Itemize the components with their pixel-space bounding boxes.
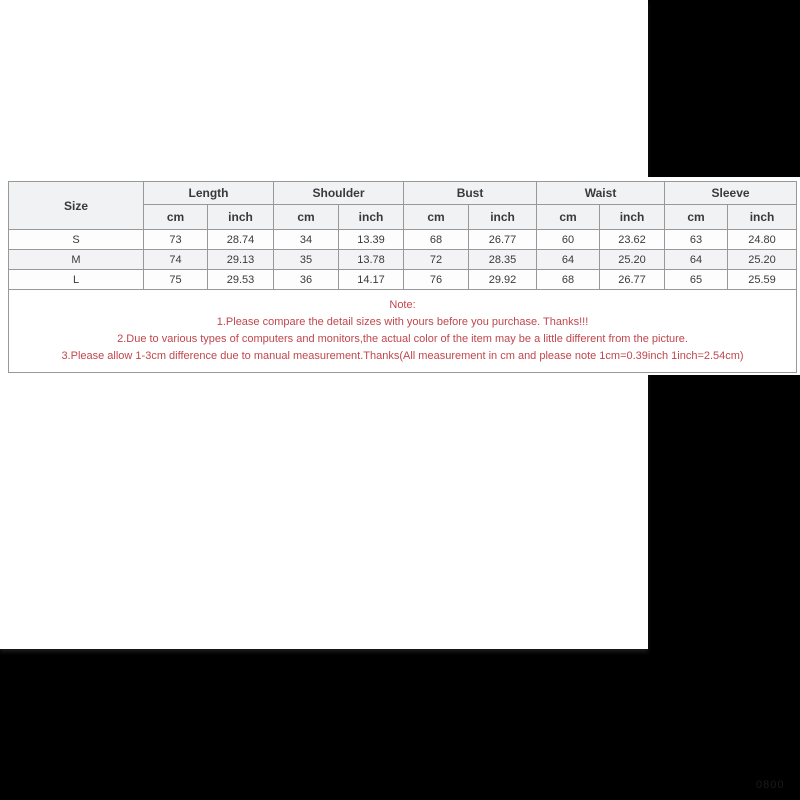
note-line-3: 3.Please allow 1-3cm difference due to manual measurement.Thanks(All measurement in cm and please note 1cm=0.39inch 1inch=2.54cm)	[61, 350, 744, 362]
note-line-1: 1.Please compare the detail sizes with yours before you purchase. Thanks!!!	[216, 316, 589, 328]
unit-header-inch: inch	[339, 205, 404, 230]
value-cell: 75	[144, 270, 208, 290]
value-cell: 26.77	[469, 230, 537, 250]
value-cell: 25.59	[728, 270, 797, 290]
value-cell: 64	[665, 250, 728, 270]
size-cell: L	[9, 270, 144, 290]
unit-header-inch: inch	[208, 205, 274, 230]
value-cell: 63	[665, 230, 728, 250]
value-cell: 76	[404, 270, 469, 290]
unit-header-cm: cm	[404, 205, 469, 230]
note-title: Note:	[389, 299, 416, 311]
note-section	[9, 290, 797, 373]
value-cell: 34	[274, 230, 339, 250]
group-header-shoulder: Shoulder	[274, 182, 404, 205]
measurement-group-header-row	[9, 182, 797, 205]
value-cell: 60	[537, 230, 600, 250]
note-row	[9, 290, 797, 373]
value-cell: 28.35	[469, 250, 537, 270]
value-cell: 36	[274, 270, 339, 290]
size-row-s	[9, 230, 797, 250]
value-cell: 26.77	[600, 270, 665, 290]
value-cell: 73	[144, 230, 208, 250]
group-header-waist: Waist	[537, 182, 665, 205]
value-cell: 29.13	[208, 250, 274, 270]
value-cell: 35	[274, 250, 339, 270]
unit-header-inch: inch	[600, 205, 665, 230]
group-header-sleeve: Sleeve	[665, 182, 797, 205]
value-cell: 14.17	[339, 270, 404, 290]
unit-header-cm: cm	[665, 205, 728, 230]
value-cell: 29.92	[469, 270, 537, 290]
value-cell: 68	[537, 270, 600, 290]
value-cell: 28.74	[208, 230, 274, 250]
group-header-bust: Bust	[404, 182, 537, 205]
value-cell: 25.20	[728, 250, 797, 270]
value-cell: 65	[665, 270, 728, 290]
value-cell: 29.53	[208, 270, 274, 290]
unit-header-cm: cm	[274, 205, 339, 230]
value-cell: 64	[537, 250, 600, 270]
size-row-l	[9, 270, 797, 290]
unit-header-inch: inch	[728, 205, 797, 230]
size-cell: S	[9, 230, 144, 250]
size-header-cell: Size	[9, 182, 144, 230]
note-line-2: 2.Due to various types of computers and monitors,the actual color of the item may be a little different from the picture.	[117, 333, 688, 345]
group-header-length: Length	[144, 182, 274, 205]
value-cell: 23.62	[600, 230, 665, 250]
value-cell: 74	[144, 250, 208, 270]
value-cell: 24.80	[728, 230, 797, 250]
unit-header-cm: cm	[144, 205, 208, 230]
unit-header-inch: inch	[469, 205, 537, 230]
value-cell: 25.20	[600, 250, 665, 270]
value-cell: 72	[404, 250, 469, 270]
value-cell: 13.39	[339, 230, 404, 250]
size-cell: M	[9, 250, 144, 270]
watermark-text: 0800	[756, 779, 785, 791]
value-cell: 13.78	[339, 250, 404, 270]
size-chart-table	[8, 181, 797, 373]
value-cell: 68	[404, 230, 469, 250]
unit-header-cm: cm	[537, 205, 600, 230]
size-row-m	[9, 250, 797, 270]
